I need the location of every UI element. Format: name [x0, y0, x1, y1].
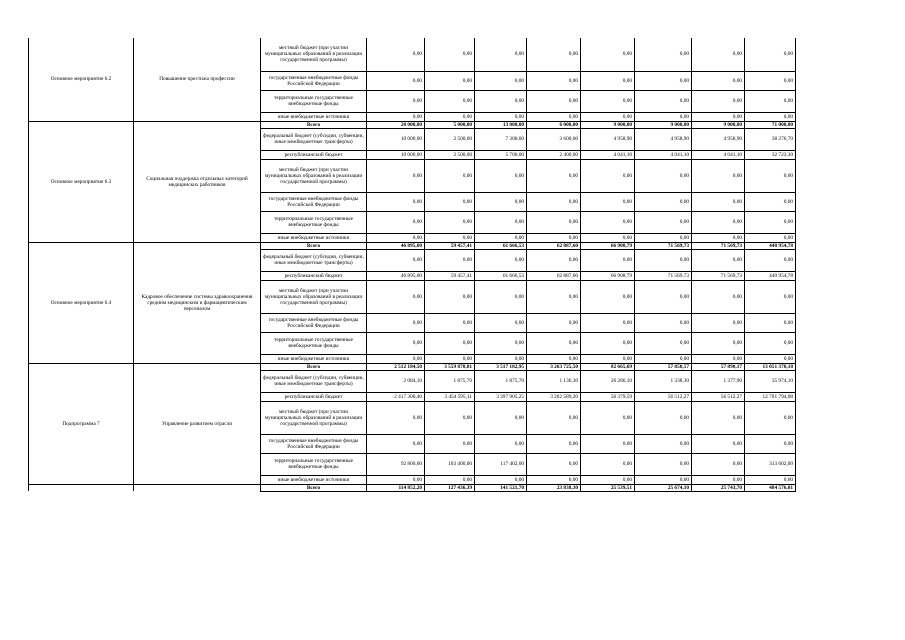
- amount-cell: 0,00: [635, 475, 692, 484]
- funding-source-cell: федеральный бюджет (субсидии, субвенции, иные межбюджетные трансферты): [261, 370, 367, 392]
- sum-total-cell: 0,00: [745, 401, 796, 434]
- funding-source-cell: местный бюджет (при участии муниципальных образований в реализации государственной программы): [261, 280, 367, 313]
- amount-cell: 66 908,79: [581, 242, 635, 249]
- amount-cell: 56 379,59: [581, 392, 635, 401]
- amount-cell: 2 500,00: [425, 128, 475, 150]
- amount-cell: 117 402,00: [475, 453, 527, 475]
- amount-cell: 0,00: [692, 159, 745, 192]
- amount-cell: 46 895,00: [367, 271, 425, 280]
- funding-source-cell: территориальные государственные внебюджетные фонды: [261, 453, 367, 475]
- amount-cell: 0,00: [425, 38, 475, 71]
- amount-cell: 3 454 595,11: [425, 392, 475, 401]
- sum-total-cell: 313 602,00: [745, 453, 796, 475]
- amount-cell: 0,00: [367, 192, 425, 211]
- amount-cell: 9 000,00: [692, 121, 745, 128]
- sum-total-cell: 0,00: [745, 38, 796, 71]
- amount-cell: 59 457,41: [425, 242, 475, 249]
- amount-cell: 71 569,73: [692, 271, 745, 280]
- amount-cell: 0,00: [425, 211, 475, 233]
- amount-cell: 0,00: [527, 112, 581, 121]
- amount-cell: 23 838,30: [527, 484, 581, 491]
- amount-cell: 0,00: [635, 38, 692, 71]
- amount-cell: 0,00: [581, 112, 635, 121]
- sum-total-cell: 440 954,78: [745, 271, 796, 280]
- amount-cell: 0,00: [475, 159, 527, 192]
- sum-total-cell: 0,00: [745, 233, 796, 242]
- measure-title-cell: Кадровое обеспечение системы здравоохранения средним медицинским и фармацевтическим персоналом: [134, 242, 261, 363]
- amount-cell: 0,00: [692, 475, 745, 484]
- amount-cell: 0,00: [581, 332, 635, 354]
- sum-total-cell: 0,00: [745, 249, 796, 271]
- sum-total-cell: 12 701 794,08: [745, 392, 796, 401]
- amount-cell: 3 262 589,20: [527, 392, 581, 401]
- amount-cell: 0,00: [527, 332, 581, 354]
- amount-cell: 0,00: [581, 313, 635, 332]
- amount-cell: 0,00: [527, 475, 581, 484]
- measure-title-cell: Повышение престижа профессии: [134, 38, 261, 121]
- amount-cell: 0,00: [527, 159, 581, 192]
- amount-cell: 0,00: [367, 211, 425, 233]
- amount-cell: 25 743,70: [692, 484, 745, 491]
- amount-cell: 0,00: [425, 159, 475, 192]
- amount-cell: 10 000,00: [367, 150, 425, 159]
- amount-cell: 62 887,60: [527, 271, 581, 280]
- funding-source-cell: местный бюджет (при участии муниципальных образований в реализации государственной программы): [261, 401, 367, 434]
- amount-cell: 0,00: [692, 401, 745, 434]
- amount-cell: 0,00: [425, 249, 475, 271]
- funding-source-cell: территориальные государственные внебюджетные фонды: [261, 332, 367, 354]
- funding-source-cell: государственные внебюджетные фонды Российской Федерации: [261, 434, 367, 453]
- amount-cell: 0,00: [581, 38, 635, 71]
- amount-cell: 25 539,51: [581, 484, 635, 491]
- amount-cell: 0,00: [527, 313, 581, 332]
- amount-cell: 0,00: [581, 434, 635, 453]
- amount-cell: 0,00: [475, 475, 527, 484]
- funding-source-cell: республиканский бюджет: [261, 271, 367, 280]
- sum-total-cell: 0,00: [745, 112, 796, 121]
- sum-total-cell: 0,00: [745, 354, 796, 363]
- amount-cell: 0,00: [425, 233, 475, 242]
- sum-total-cell: 0,00: [745, 332, 796, 354]
- amount-cell: 2 512 184,50: [367, 363, 425, 370]
- total-row: [29, 484, 852, 491]
- amount-cell: 0,00: [692, 112, 745, 121]
- funding-source-cell: Всего: [261, 242, 367, 249]
- funding-source-cell: местный бюджет (при участии муниципальных образований в реализации государственной программы): [261, 159, 367, 192]
- sum-total-cell: 0,00: [745, 475, 796, 484]
- amount-cell: 0,00: [367, 90, 425, 112]
- amount-cell: 0,00: [527, 453, 581, 475]
- amount-cell: 0,00: [425, 112, 475, 121]
- amount-cell: 0,00: [581, 90, 635, 112]
- amount-cell: 0,00: [635, 453, 692, 475]
- amount-cell: 0,00: [635, 332, 692, 354]
- amount-cell: 0,00: [367, 249, 425, 271]
- amount-cell: 3 559 870,81: [425, 363, 475, 370]
- total-row: [29, 121, 852, 128]
- amount-cell: 0,00: [635, 233, 692, 242]
- amount-cell: 0,00: [581, 401, 635, 434]
- amount-cell: 2 400,00: [527, 150, 581, 159]
- budget-table: [28, 38, 852, 492]
- amount-cell: 0,00: [635, 71, 692, 90]
- amount-cell: 26 286,10: [581, 370, 635, 392]
- amount-cell: 0,00: [527, 192, 581, 211]
- amount-cell: 0,00: [475, 313, 527, 332]
- amount-cell: 0,00: [527, 434, 581, 453]
- amount-cell: 25 674,10: [635, 484, 692, 491]
- amount-cell: 0,00: [527, 71, 581, 90]
- amount-cell: 82 665,69: [581, 363, 635, 370]
- amount-cell: 9 000,00: [635, 121, 692, 128]
- amount-cell: 71 569,73: [635, 271, 692, 280]
- amount-cell: 57 850,57: [635, 363, 692, 370]
- amount-cell: 0,00: [692, 453, 745, 475]
- amount-cell: 0,00: [425, 71, 475, 90]
- amount-cell: 5 000,00: [425, 121, 475, 128]
- amount-cell: 0,00: [635, 211, 692, 233]
- sum-total-cell: 0,00: [745, 71, 796, 90]
- amount-cell: 62 887,60: [527, 242, 581, 249]
- measure-title-cell: Управление развитием отрасли: [134, 363, 261, 484]
- amount-cell: 0,00: [692, 233, 745, 242]
- amount-cell: 3 517 182,95: [475, 363, 527, 370]
- amount-cell: 0,00: [635, 249, 692, 271]
- funding-source-cell: местный бюджет (при участии муниципальных образований в реализации государственной программы): [261, 38, 367, 71]
- amount-cell: 0,00: [635, 401, 692, 434]
- sum-total-cell: 32 723,30: [745, 150, 796, 159]
- sum-total-cell: 484 576,01: [745, 484, 796, 491]
- amount-cell: 1 875,70: [475, 370, 527, 392]
- amount-cell: 0,00: [692, 249, 745, 271]
- funding-source-cell: федеральный бюджет (субсидии, субвенции, иные межбюджетные трансферты): [261, 128, 367, 150]
- amount-cell: 0,00: [425, 313, 475, 332]
- amount-cell: 0,00: [581, 211, 635, 233]
- funding-source-cell: государственные внебюджетные фонды Российской Федерации: [261, 313, 367, 332]
- sum-total-cell: 0,00: [745, 280, 796, 313]
- amount-cell: 0,00: [475, 233, 527, 242]
- amount-cell: 0,00: [581, 192, 635, 211]
- measure-name-cell: Основное мероприятие 6.4: [29, 242, 134, 363]
- amount-cell: 0,00: [635, 313, 692, 332]
- amount-cell: 56 512,27: [692, 392, 745, 401]
- amount-cell: 0,00: [425, 354, 475, 363]
- amount-cell: 0,00: [527, 249, 581, 271]
- amount-cell: 0,00: [425, 434, 475, 453]
- amount-cell: 1 875,70: [425, 370, 475, 392]
- amount-cell: 0,00: [367, 354, 425, 363]
- funding-source-cell: государственные внебюджетные фонды Российской Федерации: [261, 71, 367, 90]
- sum-total-cell: 0,00: [745, 434, 796, 453]
- amount-cell: 4 958,90: [692, 128, 745, 150]
- amount-cell: 0,00: [425, 90, 475, 112]
- amount-cell: 0,00: [527, 211, 581, 233]
- amount-cell: 141 521,70: [475, 484, 527, 491]
- amount-cell: 0,00: [635, 112, 692, 121]
- sum-total-cell: 0,00: [745, 192, 796, 211]
- amount-cell: 13 000,00: [475, 121, 527, 128]
- amount-cell: 0,00: [475, 211, 527, 233]
- amount-cell: 0,00: [475, 38, 527, 71]
- funding-source-cell: государственные внебюджетные фонды Российской Федерации: [261, 192, 367, 211]
- amount-cell: 0,00: [692, 313, 745, 332]
- amount-cell: 0,00: [367, 475, 425, 484]
- amount-cell: 114 852,20: [367, 484, 425, 491]
- amount-cell: 0,00: [475, 401, 527, 434]
- amount-cell: 0,00: [581, 233, 635, 242]
- amount-cell: 0,00: [692, 38, 745, 71]
- total-row: [29, 363, 852, 370]
- amount-cell: 5 700,00: [475, 150, 527, 159]
- amount-cell: 0,00: [367, 401, 425, 434]
- sum-total-cell: 0,00: [745, 313, 796, 332]
- amount-cell: 1 377,90: [692, 370, 745, 392]
- amount-cell: 4 041,10: [635, 150, 692, 159]
- sum-total-cell: 0,00: [745, 90, 796, 112]
- amount-cell: 0,00: [635, 434, 692, 453]
- sum-total-cell: 0,00: [745, 159, 796, 192]
- amount-cell: 0,00: [425, 192, 475, 211]
- amount-cell: 0,00: [527, 233, 581, 242]
- sum-total-cell: 0,00: [745, 211, 796, 233]
- funding-source-cell: иные внебюджетные источники: [261, 475, 367, 484]
- amount-cell: 0,00: [581, 280, 635, 313]
- amount-cell: 0,00: [425, 280, 475, 313]
- amount-cell: 0,00: [635, 90, 692, 112]
- amount-cell: 0,00: [527, 280, 581, 313]
- amount-cell: 66 908,79: [581, 271, 635, 280]
- amount-cell: 1 338,30: [635, 370, 692, 392]
- amount-cell: 0,00: [581, 453, 635, 475]
- table-row: [29, 38, 852, 71]
- funding-source-cell: иные внебюджетные источники: [261, 233, 367, 242]
- amount-cell: 71 569,73: [692, 242, 745, 249]
- amount-cell: 0,00: [692, 280, 745, 313]
- amount-cell: 2 417 300,40: [367, 392, 425, 401]
- amount-cell: 0,00: [635, 192, 692, 211]
- amount-cell: 71 569,73: [635, 242, 692, 249]
- amount-cell: 0,00: [367, 71, 425, 90]
- amount-cell: 0,00: [635, 354, 692, 363]
- amount-cell: 4 958,90: [581, 128, 635, 150]
- amount-cell: 0,00: [367, 313, 425, 332]
- measure-name-cell: Основное мероприятие 6.2: [29, 38, 134, 121]
- amount-cell: 0,00: [581, 71, 635, 90]
- table-body: [29, 38, 852, 491]
- amount-cell: 4 041,10: [581, 150, 635, 159]
- funding-source-cell: Всего: [261, 121, 367, 128]
- funding-source-cell: Всего: [261, 484, 367, 491]
- amount-cell: 0,00: [475, 332, 527, 354]
- amount-cell: 0,00: [425, 332, 475, 354]
- amount-cell: 7 300,00: [475, 128, 527, 150]
- measure-name-cell: Основное мероприятие 6.3: [29, 121, 134, 242]
- amount-cell: 2 084,10: [367, 370, 425, 392]
- amount-cell: 0,00: [475, 71, 527, 90]
- amount-cell: 0,00: [692, 354, 745, 363]
- amount-cell: 1 136,30: [527, 370, 581, 392]
- sum-total-cell: 71 000,00: [745, 121, 796, 128]
- amount-cell: 0,00: [367, 112, 425, 121]
- amount-cell: 0,00: [367, 280, 425, 313]
- amount-cell: 0,00: [692, 90, 745, 112]
- amount-cell: 0,00: [581, 354, 635, 363]
- funding-source-cell: республиканский бюджет: [261, 392, 367, 401]
- amount-cell: 0,00: [425, 475, 475, 484]
- amount-cell: 57 890,17: [692, 363, 745, 370]
- amount-cell: 0,00: [527, 354, 581, 363]
- funding-source-cell: территориальные государственные внебюджетные фонды: [261, 90, 367, 112]
- amount-cell: 0,00: [692, 434, 745, 453]
- funding-source-cell: республиканский бюджет: [261, 150, 367, 159]
- amount-cell: 0,00: [367, 332, 425, 354]
- amount-cell: 0,00: [692, 71, 745, 90]
- amount-cell: 0,00: [581, 159, 635, 192]
- funding-source-cell: федеральный бюджет (субсидии, субвенции, иные межбюджетные трансферты): [261, 249, 367, 271]
- amount-cell: 0,00: [692, 211, 745, 233]
- amount-cell: 4 041,10: [692, 150, 745, 159]
- amount-cell: 4 958,90: [635, 128, 692, 150]
- amount-cell: 56 512,27: [635, 392, 692, 401]
- amount-cell: 0,00: [475, 280, 527, 313]
- funding-source-cell: Всего: [261, 363, 367, 370]
- amount-cell: 20 000,00: [367, 121, 425, 128]
- amount-cell: 0,00: [692, 332, 745, 354]
- amount-cell: 0,00: [475, 249, 527, 271]
- amount-cell: 0,00: [527, 38, 581, 71]
- sum-total-cell: 13 051 370,18: [745, 363, 796, 370]
- amount-cell: 0,00: [367, 434, 425, 453]
- amount-cell: 46 895,00: [367, 242, 425, 249]
- amount-cell: 9 000,00: [581, 121, 635, 128]
- funding-source-cell: иные внебюджетные источники: [261, 354, 367, 363]
- amount-cell: 0,00: [367, 38, 425, 71]
- amount-cell: 61 666,53: [475, 271, 527, 280]
- amount-cell: 3 600,00: [527, 128, 581, 150]
- measure-title-cell: [134, 484, 261, 491]
- amount-cell: 3 263 725,50: [527, 363, 581, 370]
- measure-name-cell: Подпрограмма 7: [29, 363, 134, 484]
- sum-total-cell: 38 276,70: [745, 128, 796, 150]
- total-row: [29, 242, 852, 249]
- amount-cell: 127 436,39: [425, 484, 475, 491]
- sum-total-cell: 440 954,78: [745, 242, 796, 249]
- measure-title-cell: Социальная поддержка отдельных категорий медицинских работников: [134, 121, 261, 242]
- amount-cell: 3 397 905,25: [475, 392, 527, 401]
- amount-cell: 0,00: [475, 90, 527, 112]
- amount-cell: 92 800,00: [367, 453, 425, 475]
- amount-cell: 61 666,53: [475, 242, 527, 249]
- amount-cell: 59 457,41: [425, 271, 475, 280]
- amount-cell: 0,00: [527, 401, 581, 434]
- measure-name-cell: [29, 484, 134, 491]
- amount-cell: 0,00: [367, 159, 425, 192]
- amount-cell: 10 000,00: [367, 128, 425, 150]
- amount-cell: 0,00: [692, 192, 745, 211]
- amount-cell: 0,00: [425, 401, 475, 434]
- amount-cell: 0,00: [527, 90, 581, 112]
- amount-cell: 6 000,00: [527, 121, 581, 128]
- amount-cell: 0,00: [635, 280, 692, 313]
- amount-cell: 0,00: [581, 249, 635, 271]
- funding-source-cell: иные внебюджетные источники: [261, 112, 367, 121]
- amount-cell: 0,00: [475, 354, 527, 363]
- amount-cell: 2 500,00: [425, 150, 475, 159]
- amount-cell: 0,00: [475, 112, 527, 121]
- amount-cell: 0,00: [635, 159, 692, 192]
- amount-cell: 103 400,00: [425, 453, 475, 475]
- amount-cell: 0,00: [475, 192, 527, 211]
- document-page: [28, 38, 852, 492]
- sum-total-cell: 35 974,10: [745, 370, 796, 392]
- amount-cell: 0,00: [367, 233, 425, 242]
- funding-source-cell: территориальные государственные внебюджетные фонды: [261, 211, 367, 233]
- amount-cell: 0,00: [581, 475, 635, 484]
- amount-cell: 0,00: [475, 434, 527, 453]
